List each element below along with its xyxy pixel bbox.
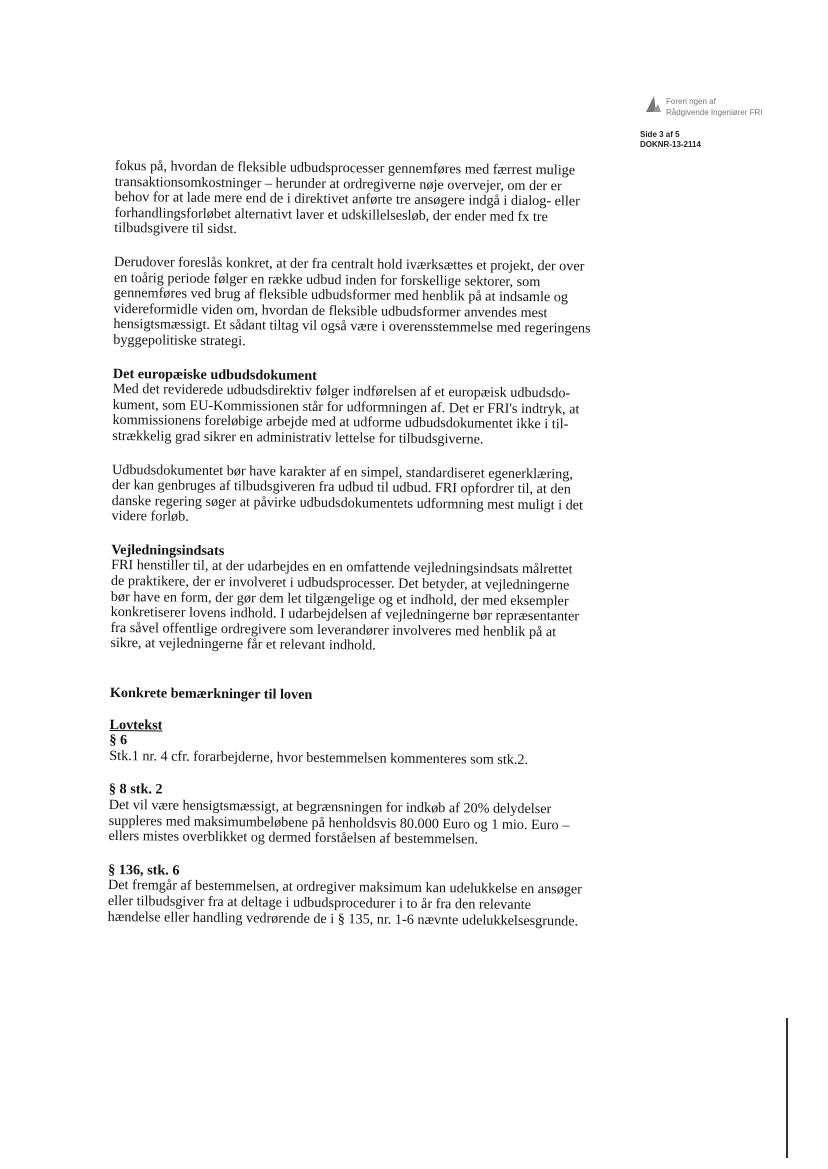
text-line: transaktionsomkostninger – herunder at ordregiverne nøje overvejer, om der er	[114, 173, 562, 194]
text-line: fra såvel offentlige ordregivere som leverandører involveres med henblik på at	[110, 619, 557, 641]
fri-logo	[640, 92, 820, 126]
text-line: Det fremgår af bestemmelsen, at ordregiver maksimum kan udelukkelse en ansøger	[107, 877, 583, 898]
scan-edge-line	[786, 1018, 788, 1158]
law-text-block	[109, 718, 629, 770]
text-line: kommissionens foreløbige arbejde med at udforme udbudsdokumentet ikke i til-	[112, 412, 569, 433]
text-line: der kan genbruges af tilbudsgiveren fra udbud til udbud. FRI opfordrer til, at den	[111, 477, 571, 498]
text-line: hensigtsmæssigt. Et sådant tiltag vil også være i overensstemmelse med regeringens	[113, 316, 591, 337]
section-heading: Det europæiske udbudsdokument	[112, 365, 317, 384]
text-line: danske regering søger at påvirke udbudsdokumentets udformning mest muligt i det	[111, 492, 584, 514]
fri-logo-icon	[644, 94, 662, 114]
text-line: konkretiserer lovens indhold. I udarbejdelsen af vejledningerne bør repræsentanter	[110, 604, 580, 625]
text-line: en toårig periode følger en række udbud inden for forskellige sektorer, som	[113, 269, 541, 290]
text-line: bør have en form, der gør dem let tilgængelige og et indhold, der med eksempler	[110, 588, 569, 610]
text-line: Stk.1 nr. 4 cfr. forarbejderne, hvor bestemmelsen kommenteres som stk.2.	[109, 747, 529, 768]
paragraph-136-block	[108, 863, 629, 930]
section-heading: Konkrete bemærkninger til loven	[109, 685, 313, 703]
document-number: DOKNR-13-2114	[640, 140, 701, 149]
paragraph-project-proposal	[113, 255, 634, 354]
text-line: suppleres med maksimumbeløbene på henholdsvis 80.000 Euro og 1 mio. Euro –	[108, 812, 570, 833]
text-line: Med det reviderede udbudsdirektiv følger indførelsen af et europæisk udbudsdo-	[112, 381, 571, 402]
org-name	[666, 96, 763, 118]
text-line: de praktikere, der er involveret i udbudsprocesser. Det betyder, at vejledningerne	[110, 573, 570, 594]
text-line: Derudover foreslås konkret, at der fra centralt hold iværksættes et projekt, der over	[113, 253, 585, 275]
org-line-2: Rådgivende Ingeniører FRI	[666, 108, 763, 117]
paragraph-8-block	[108, 782, 629, 849]
subheading-lovtekst: Lovtekst	[109, 716, 163, 734]
org-line-1: Foren ngen af	[666, 97, 716, 106]
text-line: behov for at lade mere end de i direktivet anførte tre ansøgere indgå i dialog- eller	[114, 189, 580, 210]
page-info	[640, 130, 701, 150]
paragraph-8-heading: § 8 stk. 2	[108, 781, 163, 798]
paragraph-6-heading: § 6	[109, 732, 128, 749]
text-line: tilbudsgivere til sidst.	[114, 220, 237, 238]
document-body	[108, 159, 635, 930]
text-line: Udbudsdokumentet bør have karakter af en simpel, standardiseret egenerklæring,	[111, 461, 574, 482]
text-line: videre forløb.	[111, 508, 189, 526]
text-line: kument, som EU-Kommissionen står for udformningen af. Det er FRI's indtryk, at	[112, 396, 580, 418]
text-line: sikre, at vejledningerne får et relevant indhold.	[110, 635, 376, 654]
section-heading: Vejledningsindsats	[111, 541, 225, 559]
paragraph-self-declaration	[111, 462, 632, 529]
section-european-procurement-document	[112, 367, 633, 450]
text-line: gennemføres ved brug af fleksible udbudsformer med henblik på at indsamle og	[113, 285, 569, 306]
paragraph-transaction-costs	[114, 159, 635, 242]
text-line: fokus på, hvordan de fleksible udbudsprocesser gennemføres med færrest mulige	[114, 158, 576, 179]
text-line: ellers mistes overblikket og dermed forståelsen af bestemmelsen.	[108, 828, 479, 848]
paragraph-136-heading: § 136, stk. 6	[108, 861, 180, 879]
text-line: eller tilbudsgiver fra at deltage i udbudsprocedurer i to år fra den relevante	[107, 892, 532, 913]
text-line: videreformidle viden om, hvordan de fleksible udbudsformer anvendes mest	[113, 300, 548, 321]
letterhead	[640, 92, 820, 149]
text-line: FRI henstiller til, at der udarbejdes en en omfattende vejledningsindsats målrettet	[111, 557, 573, 578]
section-guidance	[110, 543, 631, 657]
text-line: byggepolitiske strategi.	[113, 331, 246, 350]
text-line: hændelse eller handling vedrørende de i § 135, nr. 1-6 nævnte udelukkelsesgrunde.	[107, 908, 579, 930]
text-line: Det vil være hensigtsmæssigt, at begrænsningen for indkøb af 20% delydelser	[108, 796, 552, 818]
text-line: forhandlingsforløbet alternativt laver et udskillelsesløb, der ender med fx tre	[114, 204, 548, 225]
page-number: Side 3 af 5	[640, 130, 680, 139]
text-line: strækkelig grad sikrer en administrativ lettelse for tilbudsgiverne.	[112, 427, 484, 448]
